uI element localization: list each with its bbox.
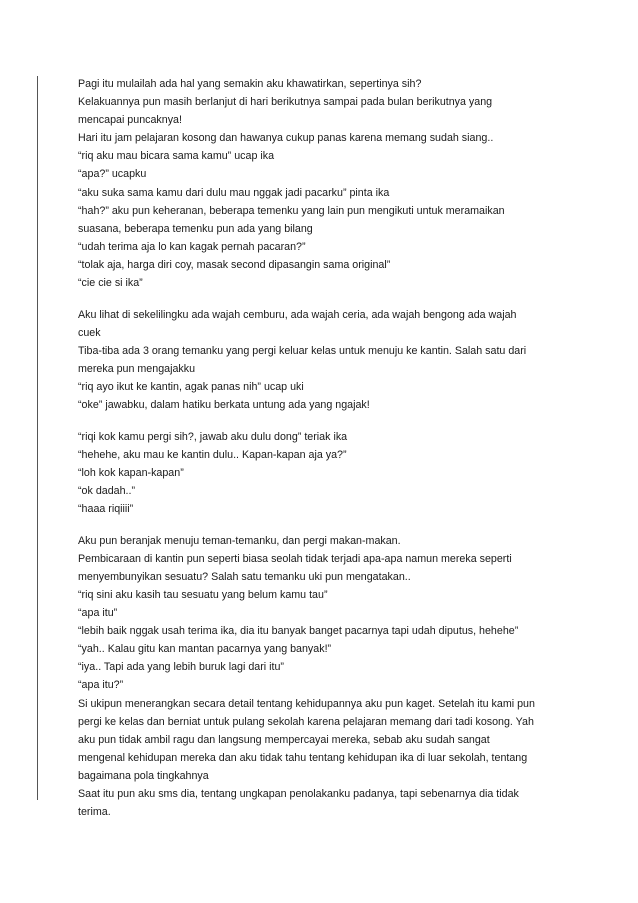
text-line: “ok dadah..” xyxy=(78,484,136,497)
paragraph xyxy=(78,532,578,822)
text-line: “apa itu” xyxy=(78,607,118,620)
paragraph-gap xyxy=(78,414,578,428)
text-line: terima. xyxy=(78,806,111,819)
text-line: “apa?” ucapku xyxy=(78,168,147,181)
text-line: Pembicaraan di kantin pun seperti biasa seolah tidak terjadi apa-apa namun mereka seperti xyxy=(78,552,512,565)
text-line: cuek xyxy=(78,326,101,339)
text-line: “tolak aja, harga diri coy, masak second dipasangin sama original” xyxy=(78,258,391,271)
text-line: “lebih baik nggak usah terima ika, dia itu banyak banget pacarnya tapi udah diputus, hehehe” xyxy=(78,625,519,638)
text-line: “riq aku mau bicara sama kamu” ucap ika xyxy=(78,150,275,163)
text-line: Hari itu jam pelajaran kosong dan hawanya cukup panas karena memang sudah siang.. xyxy=(78,132,494,145)
text-line: Aku lihat di sekelilingku ada wajah cemburu, ada wajah ceria, ada wajah bengong ada wajah xyxy=(78,308,517,321)
text-line: Pagi itu mulailah ada hal yang semakin aku khawatirkan, sepertinya sih? xyxy=(78,78,422,90)
text-line: “iya.. Tapi ada yang lebih buruk lagi dari itu” xyxy=(78,661,284,674)
text-line: “riq sini aku kasih tau sesuatu yang belum kamu tau” xyxy=(78,588,328,601)
paragraph xyxy=(78,75,578,292)
text-line: suasana, beberapa temenku pun ada yang bilang xyxy=(78,222,313,235)
document-body xyxy=(78,75,578,821)
text-line: Aku pun beranjak menuju teman-temanku, dan pergi makan-makan. xyxy=(78,534,401,547)
text-line: “loh kok kapan-kapan” xyxy=(78,466,184,479)
text-line: “riq ayo ikut ke kantin, agak panas nih” ucap uki xyxy=(78,381,304,393)
text-line: pergi ke kelas dan berniat untuk pulang sekolah karena pelajaran memang dari tadi kosong. Yah xyxy=(78,715,534,728)
text-line: mencapai puncaknya! xyxy=(78,114,182,127)
text-line: “cie cie si ika” xyxy=(78,277,143,290)
paragraph-gap xyxy=(78,518,578,532)
text-line: “udah terima aja lo kan kagak pernah pacaran?” xyxy=(78,240,306,253)
text-line: “hah?” aku pun keheranan, beberapa temenku yang lain pun mengikuti untuk meramaikan xyxy=(78,204,505,217)
text-line: “yah.. Kalau gitu kan mantan pacarnya yang banyak!” xyxy=(78,643,332,656)
text-line: mengenal kehidupan mereka dan aku tidak tahu tentang kehidupan ika di luar sekolah, tentang xyxy=(78,751,528,764)
text-line: “riqi kok kamu pergi sih?, jawab aku dulu dong” teriak ika xyxy=(78,430,348,443)
text-line: “aku suka sama kamu dari dulu mau nggak jadi pacarku” pinta ika xyxy=(78,186,390,199)
text-line: Tiba-tiba ada 3 orang temanku yang pergi keluar kelas untuk menuju ke kantin. Salah satu dari xyxy=(78,344,527,357)
text-line: “haaa riqiiii” xyxy=(78,503,134,516)
text-line: menyembunyikan sesuatu? Salah satu temanku uki pun mengatakan.. xyxy=(78,570,411,583)
text-line: bagaimana pola tingkahnya xyxy=(78,769,209,782)
paragraph xyxy=(78,306,578,415)
text-line: “oke” jawabku, dalam hatiku berkata untung ada yang ngajak! xyxy=(78,399,370,412)
text-line: aku pun tidak ambil ragu dan langsung mempercayai mereka, sebab aku sudah sangat xyxy=(78,733,490,746)
text-line: Kelakuannya pun masih berlanjut di hari berikutnya sampai pada bulan berikutnya yang xyxy=(78,96,493,109)
text-line: “hehehe, aku mau ke kantin dulu.. Kapan-kapan aja ya?” xyxy=(78,448,347,461)
text-line: “apa itu?” xyxy=(78,679,124,692)
text-line: Si ukipun menerangkan secara detail tentang kehidupannya aku pun kaget. Setelah itu kami pun xyxy=(78,697,535,710)
text-line: Saat itu pun aku sms dia, tentang ungkapan penolakanku padanya, tapi sebenarnya dia tidak xyxy=(78,787,519,800)
paragraph xyxy=(78,428,578,518)
text-line: mereka pun mengajakku xyxy=(78,362,196,375)
left-margin-rule xyxy=(37,76,38,800)
paragraph-gap xyxy=(78,292,578,306)
